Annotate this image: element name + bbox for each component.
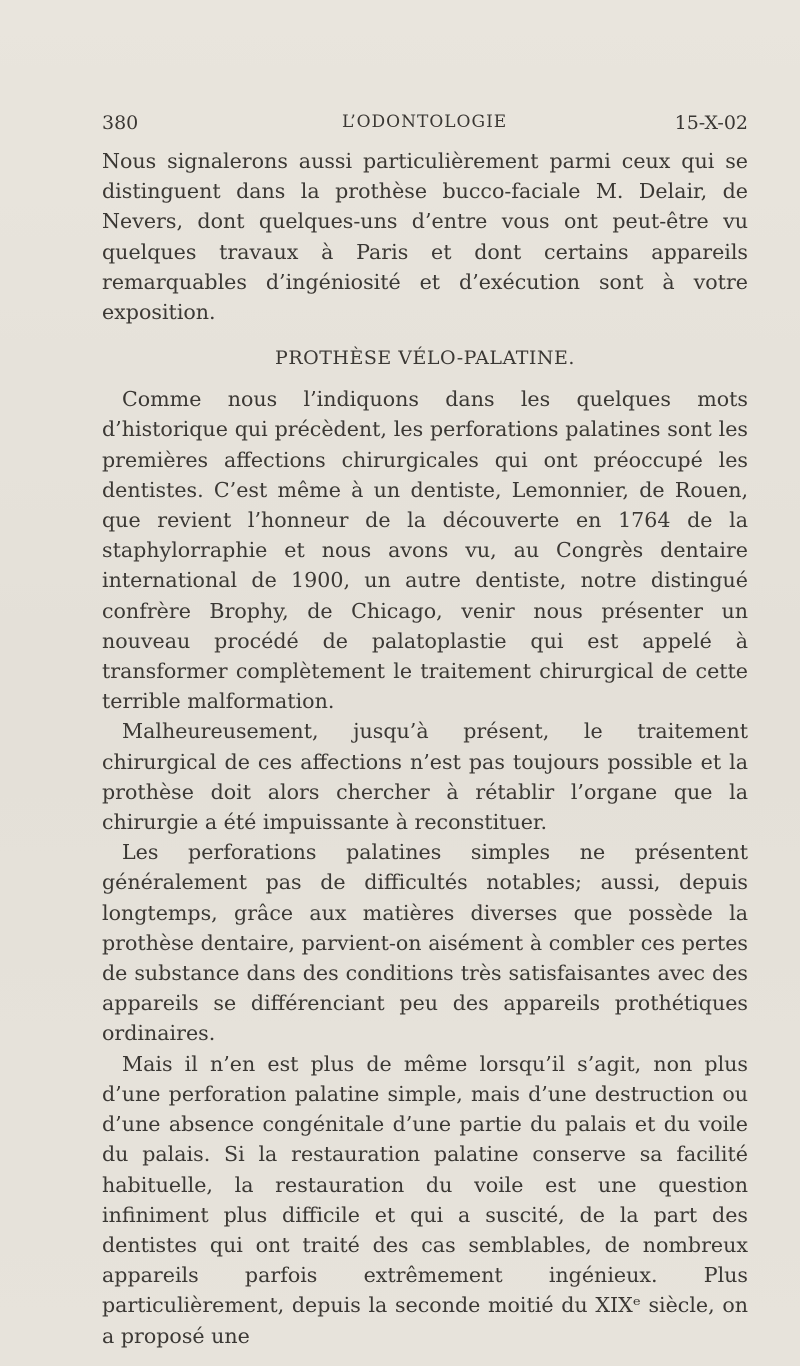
paragraph: Comme nous l’indiquons dans les quelques mots d’historique qui précèdent, les perforations palatines sont les premières affections chirurgicales qui ont préoccupé les dentistes. C’est même à un dentiste, Lemonnier, de Rouen, que revient l’honneur de la découverte en 1764 de la staphylorraphie et nous avons vu, au Congrès dentaire international de 1900, un autre dentiste, notre distingué confrère Brophy, de Chicago, venir nous présenter un nouveau procédé de palatoplastie qui est appelé à transformer complètement le traitement chirurgical de cette terrible malformation. — [102, 387, 748, 714]
page-number: 380 — [102, 112, 139, 134]
paragraph: Mais il n’en est plus de même lorsqu’il s’agit, non plus d’une perforation palatine simple, mais d’une destruction ou d’une absence congénitale d’une partie du palais et du voile du palais. Si la restauration palatine conserve sa facilité habituelle, la restauration du voile est une question infiniment plus difficile et qui a suscité, de la part des dentistes qui ont traité des cas semblables, de nombreux appareils parfois extrêmement ingénieux. Plus particulièrement, depuis la seconde moitié du XIXᵉ siècle, on a proposé une — [102, 1051, 748, 1348]
paragraph: Malheureusement, jusqu’à présent, le traitement chirurgical de ces affections n’est pas toujours possible et la prothèse doit alors chercher à rétablir l’organe que la chirurgie a été impuissante à reconstituer. — [102, 719, 748, 835]
page-body — [102, 146, 748, 1351]
paragraph: Nous signalerons aussi particulièrement parmi ceux qui se distinguent dans la prothèse bucco-faciale M. Delair, de Nevers, dont quelques-uns d’entre vous ont peut-être vu quelques travaux à Paris et dont certains appareils remarquables d’ingéniosité et d’exécution sont à votre exposition. — [102, 149, 748, 325]
section-title: PROTHÈSE VÉLO-PALATINE. — [275, 347, 575, 370]
issue-date: 15-X-02 — [674, 112, 748, 134]
page-header — [102, 112, 748, 142]
running-title: L’ODONTOLOGIE — [342, 112, 508, 132]
paragraph: Les perforations palatines simples ne présentent généralement pas de difficultés notables; aussi, depuis longtemps, grâce aux matières diverses que possède la prothèse dentaire, parvient-on aisément à combler ces pertes de substance dans des conditions très satisfaisantes avec des appareils se différenciant peu des appareils prothétiques ordinaires. — [102, 840, 748, 1046]
